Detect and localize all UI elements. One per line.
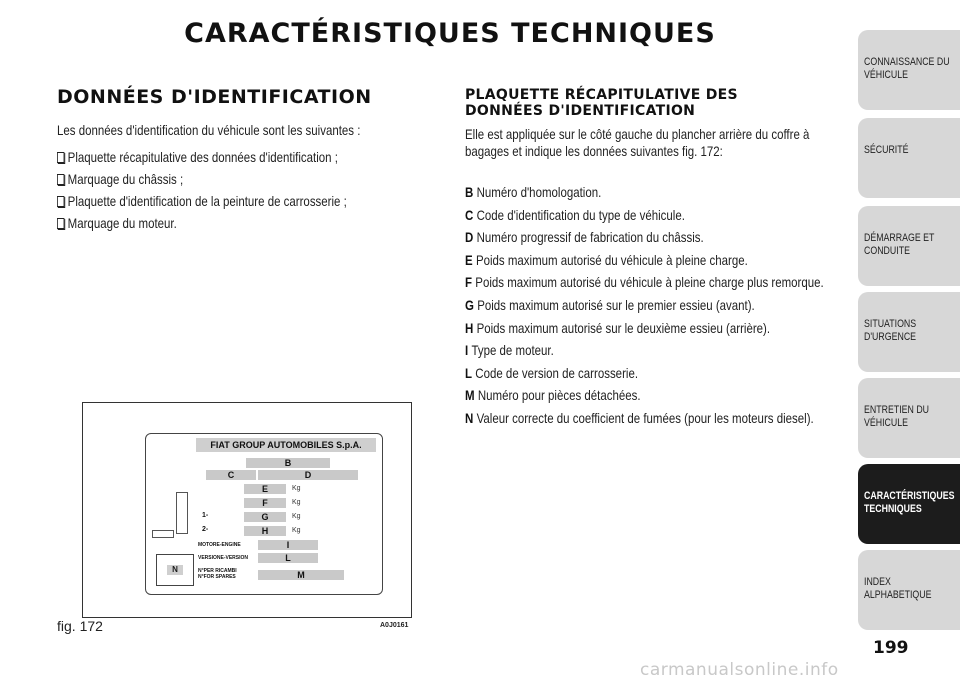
page-title: CARACTÉRISTIQUES TECHNIQUES <box>184 18 716 49</box>
identification-intro: Les données d'identification du véhicule sont les suivantes : <box>57 122 361 138</box>
identification-heading: DONNÉES D'IDENTIFICATION <box>57 86 372 108</box>
list-item: Plaquette d'identification de la peinture de carrosserie ; <box>57 190 347 212</box>
plate-kg-label: Kg <box>292 513 301 520</box>
plate-axle2-label: 2- <box>202 526 209 533</box>
checkbox-bullet-icon <box>57 218 64 229</box>
plate-motore-label: MOTORE-ENGINE <box>198 542 241 548</box>
plate-entries-list <box>465 181 824 430</box>
plate-ricambi-label: N°PER RICAMBI N°FOR SPARES <box>198 568 237 580</box>
tab-securite[interactable]: SÉCURITÉ <box>858 118 960 198</box>
plate-cell-d: D <box>258 470 358 480</box>
page-number: 199 <box>873 638 909 658</box>
plate-cell-f: F <box>244 498 286 508</box>
list-item: C Code d'identification du type de véhicule. <box>465 206 685 223</box>
tab-demarrage-et-conduite[interactable]: DÉMARRAGE ET CONDUITE <box>858 206 960 286</box>
list-item: M Numéro pour pièces détachées. <box>465 387 641 404</box>
list-item: Plaquette récapitulative des données d'identification ; <box>57 146 347 168</box>
list-item: Marquage du moteur. <box>57 212 347 234</box>
plate-cell-l: L <box>258 553 318 563</box>
footer-watermark: carmanualsonline.info <box>640 660 839 680</box>
plate-cell-g: G <box>244 512 286 522</box>
plate-cell-n: N <box>167 565 183 575</box>
tab-caracteristiques-techniques[interactable]: CARACTÉRISTIQUES TECHNIQUES <box>858 464 960 544</box>
plate-cell-b: B <box>246 458 330 468</box>
identification-list <box>57 146 347 234</box>
list-item: D Numéro progressif de fabrication du châssis. <box>465 229 704 246</box>
tab-entretien-du-vehicule[interactable]: ENTRETIEN DU VÉHICULE <box>858 378 960 458</box>
list-item: L Code de version de carrosserie. <box>465 364 639 381</box>
tab-situations-d-urgence[interactable]: SITUATIONS D'URGENCE <box>858 292 960 372</box>
plate-cell-h: H <box>244 526 286 536</box>
figure-caption: fig. 172 <box>57 618 103 634</box>
list-item: B Numéro d'homologation. <box>465 184 602 200</box>
figure-code: A0J0161 <box>380 622 409 629</box>
plate-cell-c: C <box>206 470 256 480</box>
plate-section-heading: PLAQUETTE RÉCAPITULATIVE DES DONNÉES D'IDENTIFICATION <box>465 87 738 119</box>
plate-cell-m: M <box>258 570 344 580</box>
checkbox-bullet-icon <box>57 174 64 185</box>
list-item: I Type de moteur. <box>465 342 554 359</box>
plate-kg-label: Kg <box>292 527 301 534</box>
plate-axle1-label: 1- <box>202 512 209 519</box>
checkbox-bullet-icon <box>57 196 64 207</box>
plate-cell-i: I <box>258 540 318 550</box>
tab-index-alphabetique[interactable]: INDEX ALPHABETIQUE <box>858 550 960 630</box>
plate-kg-label: Kg <box>292 485 301 492</box>
list-item: Marquage du châssis ; <box>57 168 347 190</box>
tab-connaissance-du-vehicule[interactable]: CONNAISSANCE DU VÉHICULE <box>858 30 960 110</box>
plate-n-box <box>156 554 194 586</box>
plate-section-paragraph: Elle est appliquée sur le côté gauche du plancher arrière du coffre à bagages et indique les données suivantes fig. 172: <box>465 126 810 159</box>
list-item: N Valeur correcte du coefficient de fumées (pour les moteurs diesel). <box>465 409 814 426</box>
list-item: H Poids maximum autorisé sur le deuxième essieu (arrière). <box>465 319 771 336</box>
checkbox-bullet-icon <box>57 152 64 163</box>
plate-slot <box>152 530 174 538</box>
plate-header: FIAT GROUP AUTOMOBILES S.p.A. <box>196 438 376 452</box>
plate-kg-label: Kg <box>292 499 301 506</box>
list-item: F Poids maximum autorisé du véhicule à pleine charge plus remorque. <box>465 274 824 291</box>
plate-versione-label: VERSIONE-VERSION <box>198 555 249 561</box>
list-item: G Poids maximum autorisé sur le premier essieu (avant). <box>465 296 755 313</box>
figure-frame <box>82 402 412 618</box>
identification-plate-illustration <box>145 433 383 595</box>
list-item: E Poids maximum autorisé du véhicule à pleine charge. <box>465 251 748 268</box>
plate-cell-e: E <box>244 484 286 494</box>
plate-slot <box>176 492 188 534</box>
